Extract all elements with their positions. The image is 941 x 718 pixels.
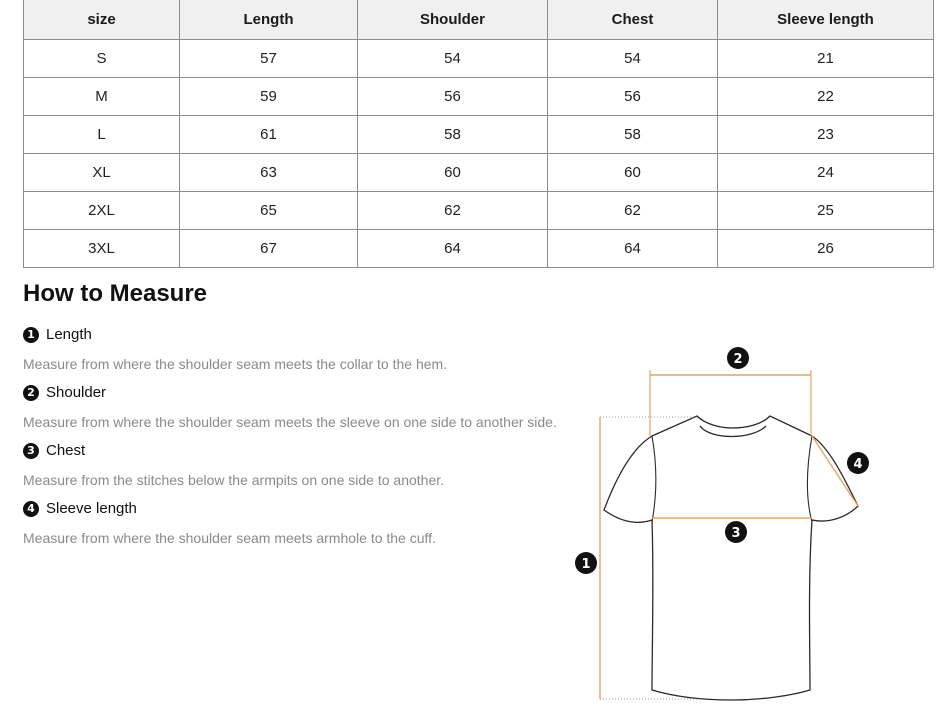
column-header-sleeve-length: Sleeve length bbox=[718, 0, 934, 40]
cell-size: S bbox=[24, 40, 180, 78]
cell-shoulder: 60 bbox=[358, 154, 548, 192]
cell-length: 59 bbox=[180, 78, 358, 116]
column-header-shoulder: Shoulder bbox=[358, 0, 548, 40]
measure-item-description: Measure from the stitches below the armpits on one side to another. bbox=[23, 472, 445, 488]
how-to-measure-title: How to Measure bbox=[23, 280, 208, 307]
measure-item-label: Shoulder bbox=[46, 384, 107, 401]
table-row bbox=[24, 154, 934, 192]
measure-item-description: Measure from where the shoulder seam meets the collar to the hem. bbox=[23, 356, 448, 372]
measure-item-chest bbox=[23, 442, 85, 459]
marker-one-icon bbox=[575, 552, 597, 574]
cell-size: 2XL bbox=[24, 192, 180, 230]
cell-shoulder: 54 bbox=[358, 40, 548, 78]
cell-shoulder: 56 bbox=[358, 78, 548, 116]
cell-chest: 60 bbox=[548, 154, 718, 192]
number-one-icon: 1 bbox=[23, 327, 39, 343]
table-header-row bbox=[24, 0, 934, 40]
measure-item-description: Measure from where the shoulder seam meets armhole to the cuff. bbox=[23, 530, 436, 546]
cell-length: 67 bbox=[180, 230, 358, 268]
cell-shoulder: 64 bbox=[358, 230, 548, 268]
measure-item-sleeve-length bbox=[23, 500, 137, 517]
table-row bbox=[24, 78, 934, 116]
cell-shoulder: 62 bbox=[358, 192, 548, 230]
cell-sleeve-length: 25 bbox=[718, 192, 934, 230]
cell-size: XL bbox=[24, 154, 180, 192]
column-header-chest: Chest bbox=[548, 0, 718, 40]
marker-four-icon bbox=[847, 452, 869, 474]
cell-sleeve-length: 21 bbox=[718, 40, 934, 78]
cell-chest: 54 bbox=[548, 40, 718, 78]
measure-item-label: Chest bbox=[46, 442, 86, 459]
marker-four-label: 4 bbox=[853, 457, 863, 472]
cell-chest: 64 bbox=[548, 230, 718, 268]
marker-one-label: 1 bbox=[581, 557, 591, 572]
cell-sleeve-length: 24 bbox=[718, 154, 934, 192]
marker-three-icon bbox=[725, 521, 747, 543]
marker-two-label: 2 bbox=[733, 352, 743, 367]
cell-sleeve-length: 23 bbox=[718, 116, 934, 154]
cell-chest: 62 bbox=[548, 192, 718, 230]
cell-size: M bbox=[24, 78, 180, 116]
marker-two-icon bbox=[727, 347, 749, 369]
cell-size: 3XL bbox=[24, 230, 180, 268]
cell-chest: 56 bbox=[548, 78, 718, 116]
cell-length: 63 bbox=[180, 154, 358, 192]
number-four-icon: 4 bbox=[23, 501, 39, 517]
number-three-icon: 3 bbox=[23, 443, 39, 459]
column-header-length: Length bbox=[180, 0, 358, 40]
cell-shoulder: 58 bbox=[358, 116, 548, 154]
table-row bbox=[24, 230, 934, 268]
size-chart-table bbox=[23, 0, 934, 268]
measure-item-length bbox=[23, 326, 92, 343]
measure-item-shoulder bbox=[23, 384, 106, 401]
cell-sleeve-length: 22 bbox=[718, 78, 934, 116]
measure-item-label: Length bbox=[46, 326, 92, 343]
tshirt-outline bbox=[604, 416, 858, 700]
number-two-icon: 2 bbox=[23, 385, 39, 401]
tshirt-measurement-diagram bbox=[570, 340, 870, 710]
column-header-size: size bbox=[24, 0, 180, 40]
measure-item-description: Measure from where the shoulder seam meets the sleeve on one side to another side. bbox=[23, 414, 557, 430]
cell-length: 57 bbox=[180, 40, 358, 78]
table-row bbox=[24, 40, 934, 78]
cell-chest: 58 bbox=[548, 116, 718, 154]
cell-length: 65 bbox=[180, 192, 358, 230]
table-row bbox=[24, 192, 934, 230]
cell-sleeve-length: 26 bbox=[718, 230, 934, 268]
measure-item-label: Sleeve length bbox=[46, 500, 137, 517]
cell-length: 61 bbox=[180, 116, 358, 154]
table-row bbox=[24, 116, 934, 154]
marker-three-label: 3 bbox=[731, 526, 741, 541]
cell-size: L bbox=[24, 116, 180, 154]
